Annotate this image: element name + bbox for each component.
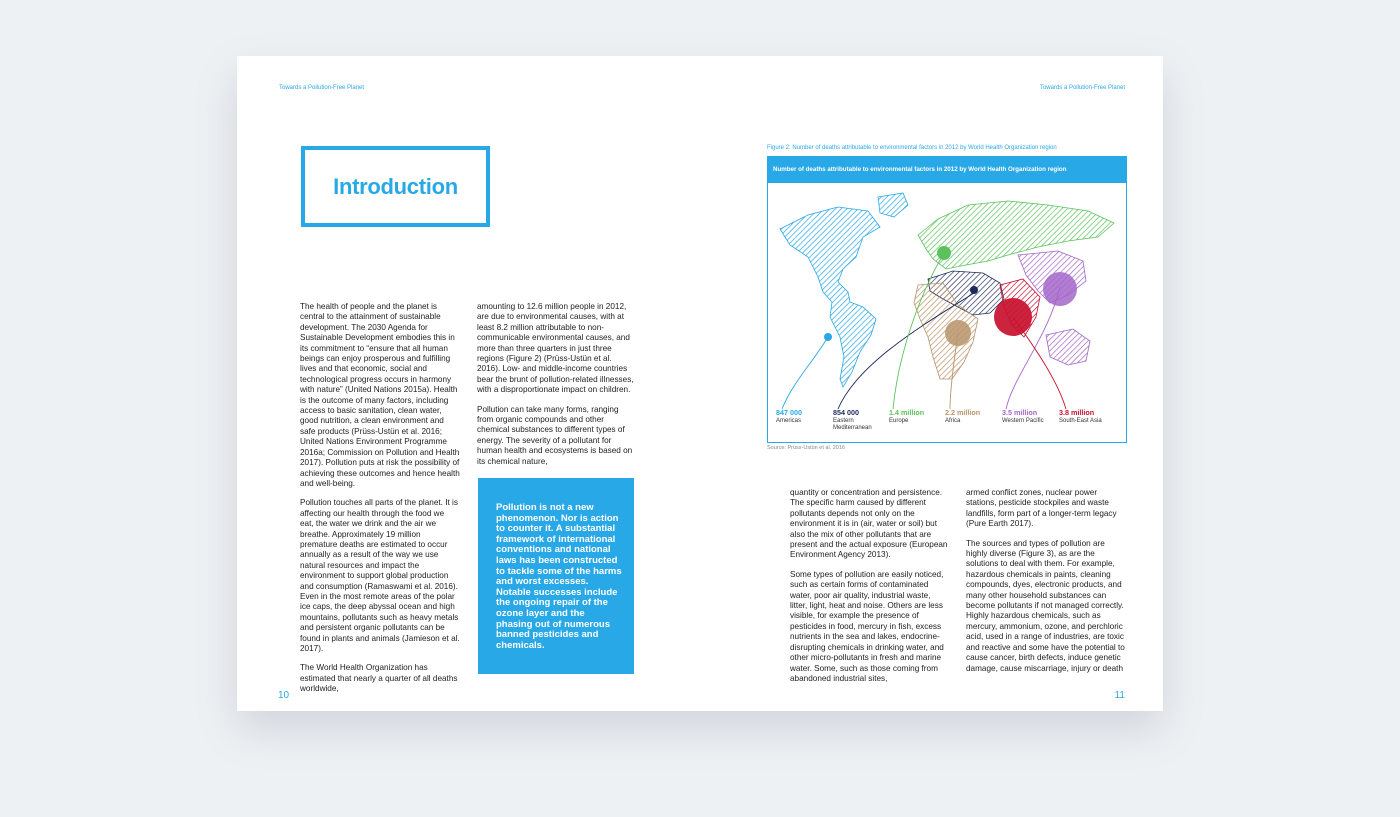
stat-south-east-asia: 3.8 million South-East Asia xyxy=(1059,408,1102,424)
paragraph: The health of people and the planet is central to the attainment of sustainable development. The 2030 Agenda for Sustainable Development embodies this in its commitment to “ensure that all human beings can enjoy prosperous and fulfilling lives and that economic, social and technological progress occurs in harmony with nature” (United Nations 2015a). Health is the outcome of many factors, including access to basic sanitation, clean water, good nutrition, a clean environment and safe products (Prüss-Ustün et al. 2016; United Nations Environment Programme 2016a; Commission on Pollution and Health 2017). Pollution puts at risk the possibility of achieving these outcomes and hence health and well-being. xyxy=(300,302,460,488)
running-head-right: Towards a Pollution-Free Planet xyxy=(1039,85,1125,91)
title-box xyxy=(301,146,490,227)
bubble-eastern-mediterranean xyxy=(970,286,978,294)
body-column-4 xyxy=(966,488,1126,683)
figure-caption: Figure 2: Number of deaths attributable to environmental factors in 2012 by World Health Organization region xyxy=(767,145,1057,151)
document-spread xyxy=(237,56,1163,711)
bubble-americas xyxy=(824,333,832,341)
region-greenland xyxy=(878,193,908,217)
chart-title: Number of deaths attributable to environmental factors in 2012 by World Health Organization region xyxy=(768,157,1126,183)
paragraph: quantity or concentration and persistence. The specific harm caused by different pollutants depends not only on the environment it is in (air, water or soil) but also the mix of other pollutants that are present and the actual exposure (European Environment Agency 2013). xyxy=(790,488,948,560)
paragraph: armed conflict zones, nuclear power stations, pesticide stockpiles and waste landfills, form part of a longer-term legacy (Pure Earth 2017). xyxy=(966,488,1117,529)
body-column-2 xyxy=(477,302,637,476)
paragraph: Pollution touches all parts of the planet. It is affecting our health through the food we eat, the water we drink and the air we breathe. Approximately 19 million premature deaths are estimated to occur annually as a result of the way we use natural resources and impact the environment to support global production and consumption (Ramaswami et al. 2016). Even in the most remote areas of the polar ice caps, the deep abyssal ocean and high mountains, pollutants such as heavy metals and persistent organic pollutants can be found in plants and animals (Jamieson et al. 2017). xyxy=(300,498,460,653)
paragraph: The sources and types of pollution are highly diverse (Figure 3), as are the solutions to deal with them. For example, hazardous chemicals in paints, cleaning compounds, dyes, electronic products, and many other household substances can become pollutants if not managed correctly. Highly hazardous chemicals, such as mercury, ammonium, ozone, and perchloric acid, used in a range of industries, are toxic and reactive and some have the potential to cause cancer, birth defects, induce genetic damage, cause miscarriage, injury or death xyxy=(966,538,1125,673)
callout-bold: Pollution xyxy=(496,502,537,513)
world-map-chart xyxy=(768,157,1126,442)
running-head-left: Towards a Pollution-Free Planet xyxy=(279,85,365,91)
chart-panel xyxy=(767,156,1127,443)
paragraph: Pollution can take many forms, ranging from organic compounds and other chemical substances to different types of energy. The severity of a pollutant for human health and ecosystems is based on its chemical nature, xyxy=(477,404,633,466)
bubble-africa xyxy=(945,320,971,346)
paragraph: The World Health Organization has estimated that nearly a quarter of all deaths worldwide, xyxy=(300,663,458,694)
region-americas xyxy=(780,207,880,387)
stat-western-pacific: 3.5 million Western Pacific xyxy=(1002,408,1044,424)
stat-europe: 1.4 million Europe xyxy=(889,408,925,424)
page-title: Introduction xyxy=(333,173,458,199)
page-number-right: 11 xyxy=(1114,690,1125,701)
bubble-europe xyxy=(937,246,951,260)
body-column-1 xyxy=(300,302,460,704)
bubble-south-east-asia xyxy=(994,298,1032,336)
paragraph: Some types of pollution are easily noticed, such as certain forms of contaminated water, poor air quality, industrial waste, litter, light, heat and noise. Others are less visible, for example the presence of pesticides in food, mercury in fish, excess nutrients in the sea and lakes, endocrine-disrupting chemicals in drinking water, and other micro-pollutants in fresh and marine water. Some, such as those coming from abandoned industrial sites, xyxy=(790,569,944,683)
page-number-left: 10 xyxy=(278,690,290,701)
figure-source: Source: Prüss-Ustün et al. 2016 xyxy=(767,445,845,451)
stat-eastern-mediterranean: 854 000 Eastern Mediterranean xyxy=(833,408,872,431)
stat-americas: 847 000 Americas xyxy=(776,408,802,424)
bubble-western-pacific xyxy=(1043,272,1077,306)
stat-africa: 2.2 million Africa xyxy=(945,408,981,424)
callout-text: is not a new phenomenon. Nor is action to counter it. A substantial framework of international conventions and national laws has been constructed to tackle some of the harms and worst excesses. Notable successes include the ongoing repair of the ozone layer and the phasing out of numerous banned pesticides and chemicals. xyxy=(496,502,622,651)
paragraph: amounting to 12.6 million people in 2012, are due to environmental causes, with at least 8.2 million attributable to non-communicable environmental causes, and more than three quarters in just three regions (Figure 2) (Prüss-Ustün et al. 2016). Low- and middle-income countries bear the brunt of pollution-related illnesses, with a disproportionate impact on children. xyxy=(477,302,634,395)
region-australia xyxy=(1046,329,1090,365)
pullout-box xyxy=(478,478,634,674)
body-column-3 xyxy=(790,488,948,693)
